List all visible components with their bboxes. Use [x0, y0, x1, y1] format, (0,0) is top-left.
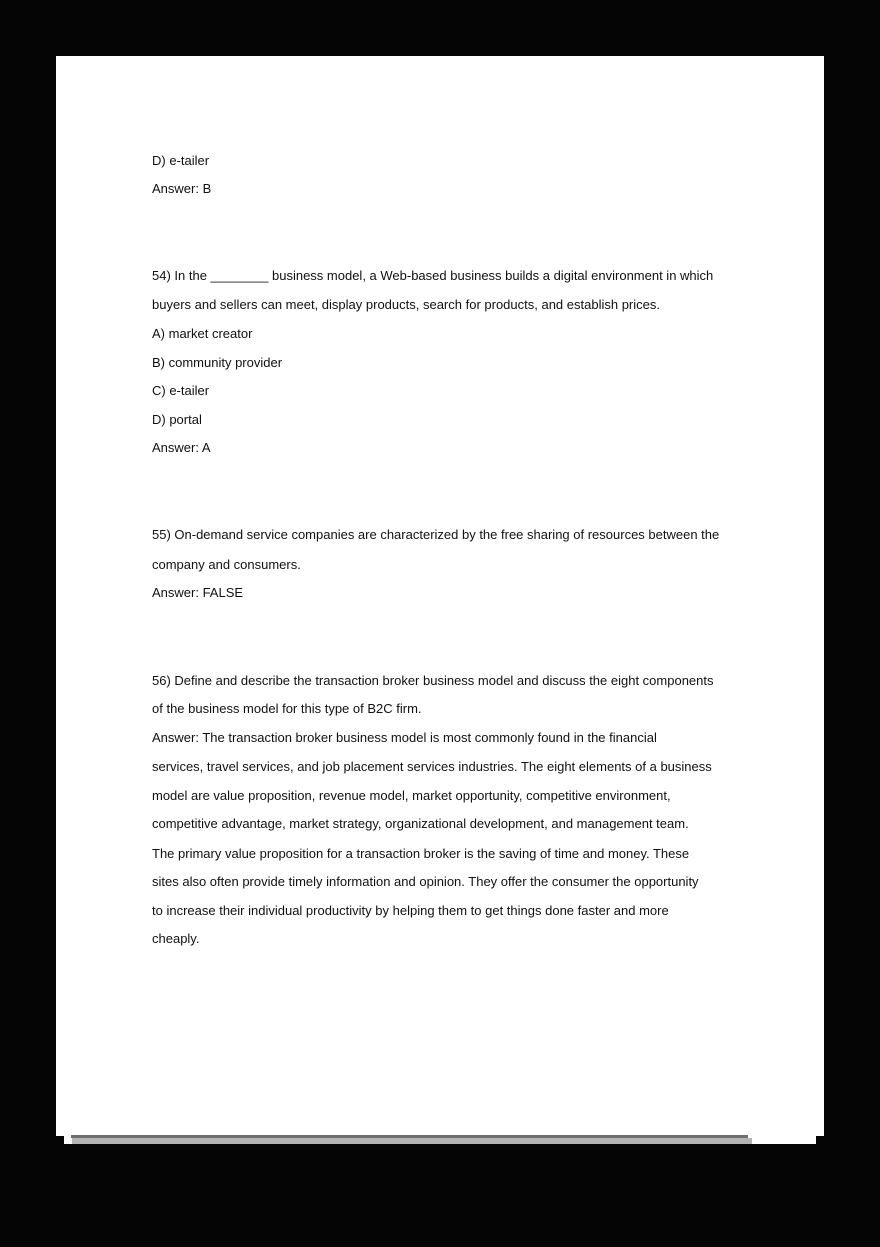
q55-answer: Answer: FALSE [152, 585, 244, 600]
q55-question-line2: company and consumers. [152, 557, 301, 572]
q53-option-d: D) e-tailer [152, 153, 210, 168]
q56-answer-line: competitive advantage, market strategy, organizational development, and management team. [152, 816, 689, 831]
q56-answer-line: Answer: The transaction broker business model is most commonly found in the financial [152, 730, 657, 745]
q55-question-line1: 55) On-demand service companies are characterized by the free sharing of resources between the [152, 527, 720, 542]
q54-question-line2: buyers and sellers can meet, display products, search for products, and establish prices. [152, 297, 660, 312]
q56-answer-line: The primary value proposition for a transaction broker is the saving of time and money. These [152, 846, 690, 861]
q56-answer-line: services, travel services, and job placement services industries. The eight elements of a business [152, 759, 712, 774]
q56-answer-line: model are value proposition, revenue model, market opportunity, competitive environment, [152, 788, 671, 803]
q56-answer-line: to increase their individual productivity by helping them to get things done faster and more [152, 903, 669, 918]
page-bottom-shadow [72, 1138, 752, 1144]
q54-answer: Answer: A [152, 440, 211, 455]
q54-option-d: D) portal [152, 412, 202, 427]
q56-question-line1: 56) Define and describe the transaction broker business model and discuss the eight components [152, 673, 714, 688]
q54-option-c: C) e-tailer [152, 383, 210, 398]
q54-option-a: A) market creator [152, 326, 253, 341]
q56-answer-line: sites also often provide timely information and opinion. They offer the consumer the opportunity [152, 874, 699, 889]
q56-question-line2: of the business model for this type of B2C firm. [152, 701, 422, 716]
q54-option-b: B) community provider [152, 355, 283, 370]
q56-answer-line: cheaply. [152, 931, 200, 946]
q54-question-line1: 54) In the ________ business model, a Web-based business builds a digital environment in which [152, 268, 714, 283]
q53-answer: Answer: B [152, 181, 212, 196]
